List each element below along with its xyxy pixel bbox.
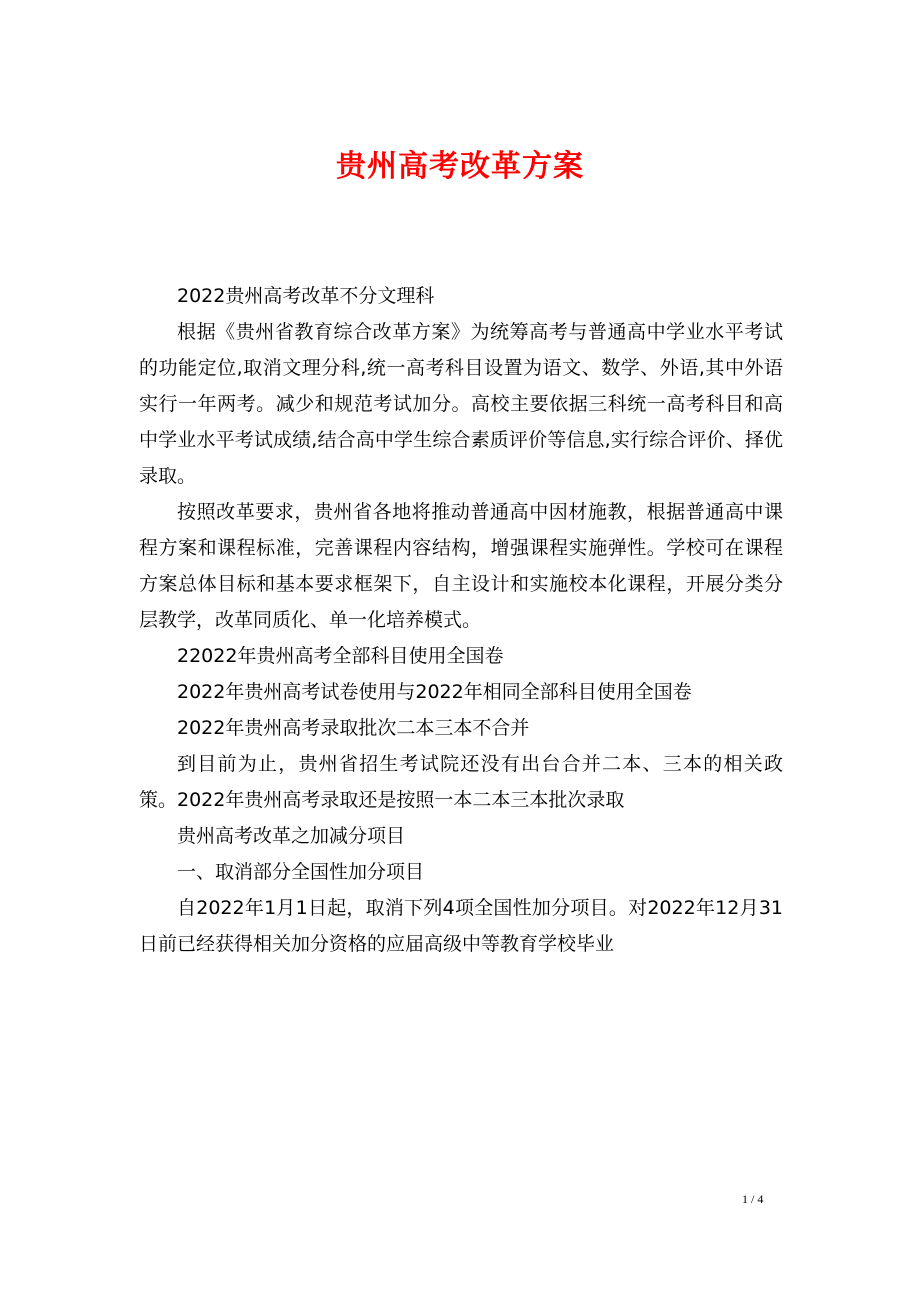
paragraph: 自2022年1月1日起，取消下列4项全国性加分项目。对2022年12月31日前已经获得相关加分资格的应届高级中等教育学校毕业	[139, 897, 783, 955]
paragraph: 2022年贵州高考试卷使用与2022年相同全部科目使用全国卷	[177, 681, 692, 703]
paragraph: 按照改革要求，贵州省各地将推动普通高中因材施教，根据普通高中课程方案和课程标准，完善课程内容结构，增强课程实施弹性。学校可在课程方案总体目标和基本要求框架下，自主设计和实施校本化课程，开展分类分层教学，改革同质化、单一化培养模式。	[139, 501, 783, 631]
paragraph: 贵州高考改革之加减分项目	[177, 825, 406, 847]
paragraph: 2022贵州高考改革不分文理科	[177, 285, 435, 307]
paragraph: 2022年贵州高考录取批次二本三本不合并	[177, 717, 530, 739]
paragraph: 22022年贵州高考全部科目使用全国卷	[177, 645, 504, 667]
paragraph: 到目前为止，贵州省招生考试院还没有出台合并二本、三本的相关政策。2022年贵州高考录取还是按照一本二本三本批次录取	[139, 753, 783, 811]
document-title: 贵州高考改革方案	[336, 149, 584, 184]
document-body	[139, 278, 783, 962]
paragraph: 根据《贵州省教育综合改革方案》为统筹高考与普通高中学业水平考试的功能定位,取消文理分科,统一高考科目设置为语文、数学、外语,其中外语实行一年两考。减少和规范考试加分。高校主要依据三科统一高考科目和高中学业水平考试成绩,结合高中学生综合素质评价等信息,实行综合评价、择优录取。	[139, 321, 783, 487]
page-number: 1 / 4	[742, 1192, 764, 1206]
paragraph: 一、取消部分全国性加分项目	[177, 861, 425, 883]
